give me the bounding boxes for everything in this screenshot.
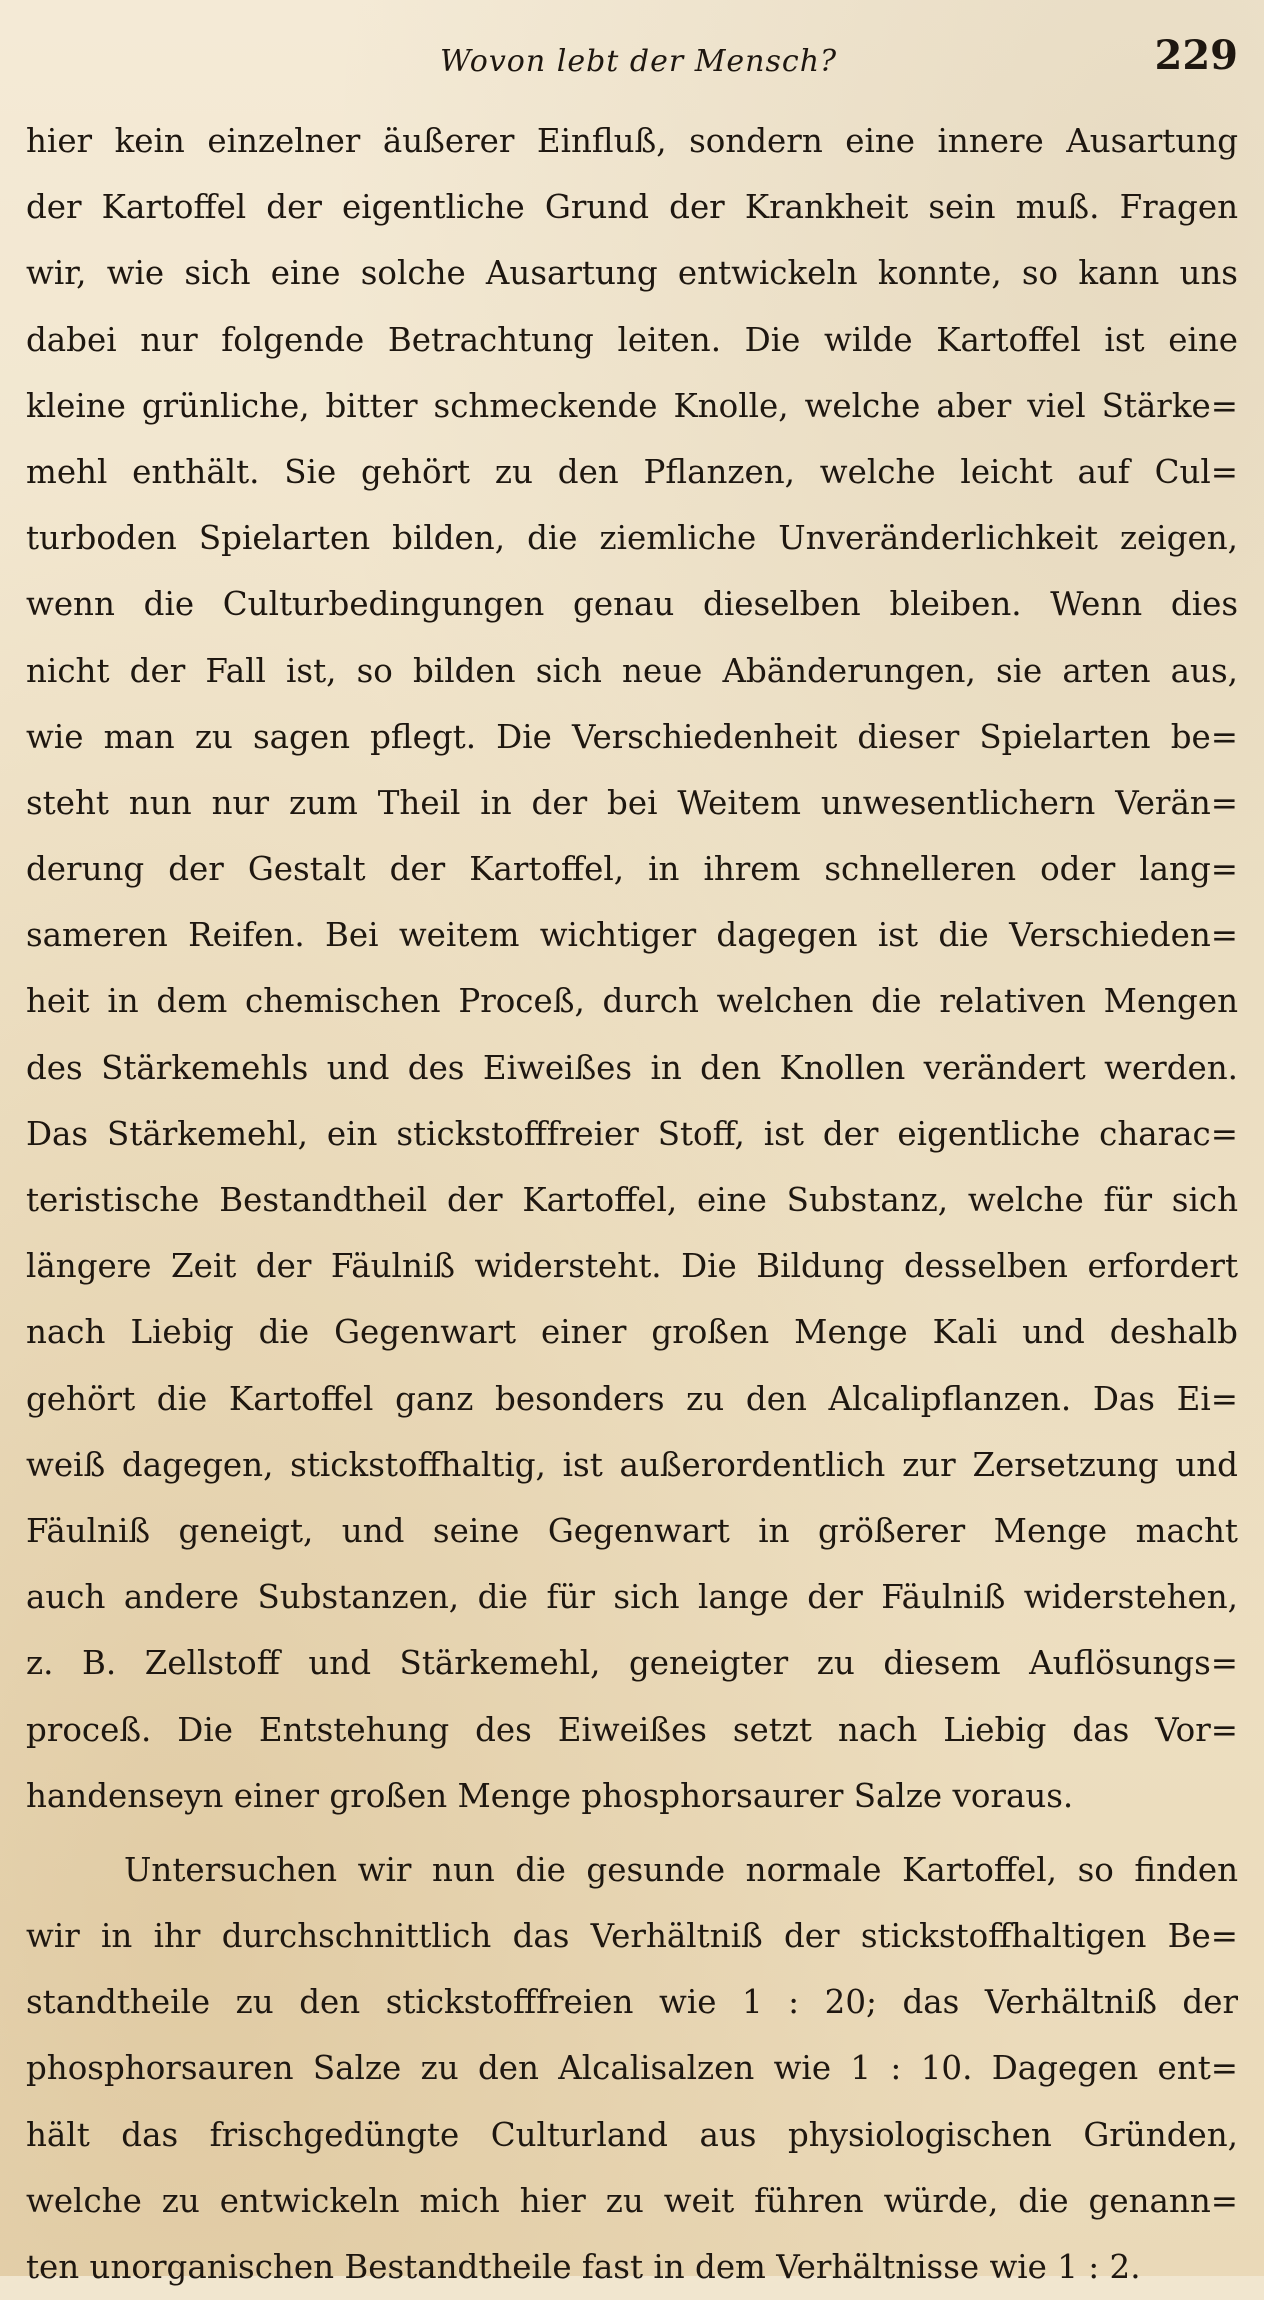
text-line: sameren Reifen. Bei weitem wichtiger dagegen ist die Verschieden= bbox=[26, 916, 1238, 955]
text-line: Fäulniß geneigt, und seine Gegenwart in größerer Menge macht bbox=[26, 1511, 1238, 1550]
text-line: wenn die Culturbedingungen genau dieselben bleiben. Wenn dies bbox=[26, 585, 1238, 624]
text-line: auch andere Substanzen, die für sich lange der Fäulniß widerstehen, bbox=[26, 1578, 1238, 1617]
paragraph-gap bbox=[26, 1829, 1238, 1837]
text-line: nach Liebig die Gegenwart einer großen Menge Kali und deshalb bbox=[26, 1313, 1238, 1352]
paragraph-1 bbox=[26, 108, 1238, 1829]
text-line: gehört die Kartoffel ganz besonders zu den Alcalipflanzen. Das Ei= bbox=[26, 1379, 1238, 1418]
text-line: Untersuchen wir nun die gesunde normale Kartoffel, so finden bbox=[124, 1850, 1238, 1889]
text-line: hier kein einzelner äußerer Einfluß, sondern eine innere Ausartung bbox=[26, 122, 1238, 160]
text-line: Das Stärkemehl, ein stickstofffreier Stoff, ist der eigentliche charac= bbox=[26, 1114, 1238, 1153]
text-line: wir in ihr durchschnittlich das Verhältniß der stickstoffhaltigen Be= bbox=[26, 1917, 1238, 1956]
text-line: ten unorganischen Bestandtheile fast in dem Verhältnisse wie 1 : 2. bbox=[26, 2248, 1141, 2286]
text-line: proceß. Die Entstehung des Eiweißes setzt nach Liebig das Vor= bbox=[26, 1710, 1238, 1749]
text-line: des Stärkemehls und des Eiweißes in den Knollen verändert werden. bbox=[26, 1048, 1238, 1087]
paragraph-2 bbox=[26, 1837, 1238, 2300]
text-line: turboden Spielarten bilden, die ziemliche Unveränderlichkeit zeigen, bbox=[26, 519, 1238, 558]
running-head bbox=[0, 32, 1264, 92]
text-line: der Kartoffel der eigentliche Grund der Krankheit sein muß. Fragen bbox=[26, 188, 1238, 227]
body-text bbox=[26, 108, 1238, 2300]
running-head-title: Wovon lebt der Mensch? bbox=[440, 44, 838, 79]
text-line: standtheile zu den stickstofffreien wie 1 : 20; das Verhältniß der bbox=[26, 1983, 1238, 2022]
text-line: nicht der Fall ist, so bilden sich neue Abänderungen, sie arten aus, bbox=[26, 651, 1238, 690]
text-line: dabei nur folgende Betrachtung leiten. Die wilde Kartoffel ist eine bbox=[26, 320, 1238, 359]
text-line: handenseyn einer großen Menge phosphorsaurer Salze voraus. bbox=[26, 1776, 1074, 1815]
text-line: heit in dem chemischen Proceß, durch welchen die relativen Mengen bbox=[26, 982, 1238, 1021]
text-line: wie man zu sagen pflegt. Die Verschiedenheit dieser Spielarten be= bbox=[26, 717, 1238, 756]
text-line: teristische Bestandtheil der Kartoffel, eine Substanz, welche für sich bbox=[26, 1181, 1238, 1219]
text-line: kleine grünliche, bitter schmeckende Knolle, welche aber viel Stärke= bbox=[26, 386, 1238, 425]
text-line: wir, wie sich eine solche Ausartung entwickeln konnte, so kann uns bbox=[26, 254, 1238, 293]
text-line: z. B. Zellstoff und Stärkemehl, geneigter zu diesem Auflösungs= bbox=[26, 1644, 1238, 1683]
text-line: hält das frischgedüngte Culturland aus physiologischen Gründen, bbox=[26, 2115, 1238, 2154]
text-line: weiß dagegen, stickstoffhaltig, ist außerordentlich zur Zersetzung und bbox=[26, 1445, 1238, 1484]
text-line: welche zu entwickeln mich hier zu weit führen würde, die genann= bbox=[26, 2181, 1238, 2220]
page-number: 229 bbox=[1154, 32, 1238, 79]
text-line: phosphorsauren Salze zu den Alcalisalzen wie 1 : 10. Dagegen ent= bbox=[26, 2049, 1238, 2088]
text-line: derung der Gestalt der Kartoffel, in ihrem schnelleren oder lang= bbox=[26, 850, 1238, 889]
text-line: mehl enthält. Sie gehört zu den Pflanzen, welche leicht auf Cul= bbox=[26, 452, 1238, 491]
text-line: längere Zeit der Fäulniß widersteht. Die Bildung desselben erfordert bbox=[26, 1247, 1238, 1286]
text-line: steht nun nur zum Theil in der bei Weitem unwesentlichern Verän= bbox=[26, 783, 1238, 822]
